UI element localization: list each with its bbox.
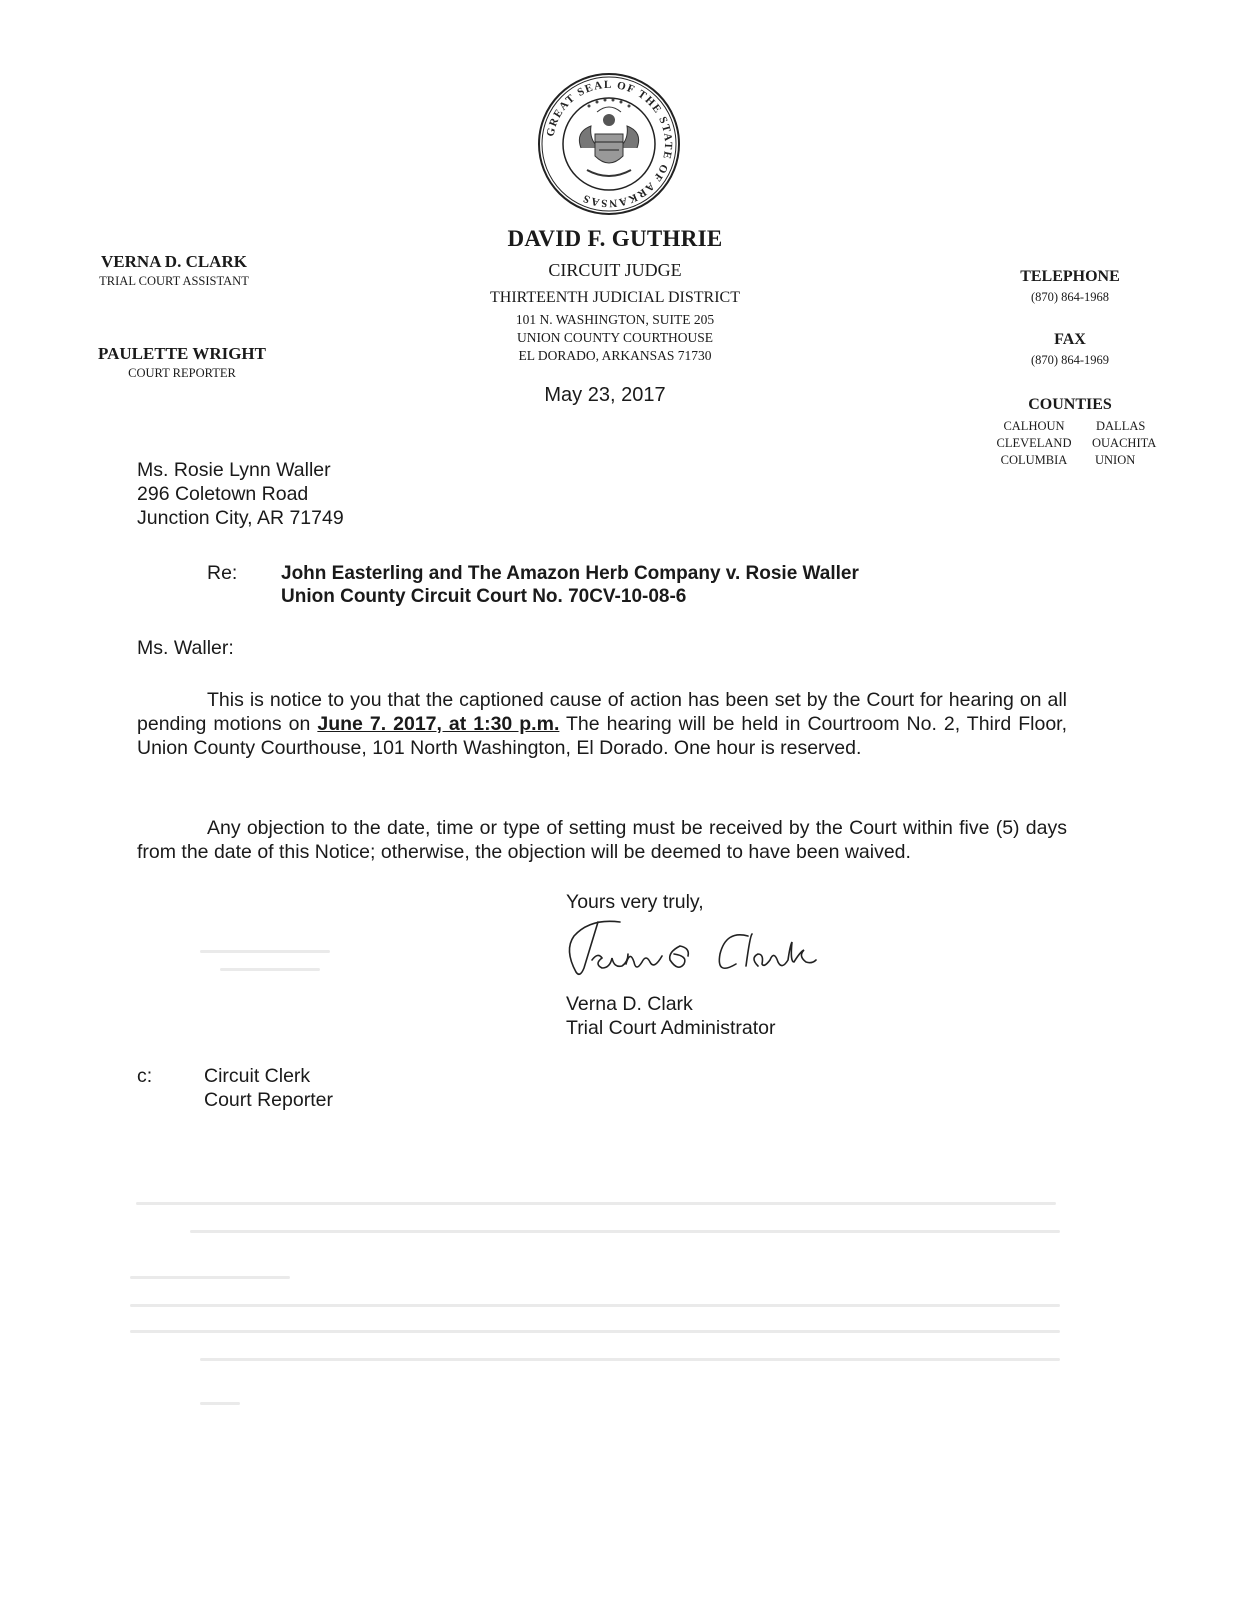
counties-heading [980,396,1160,414]
case-caption [281,562,859,608]
county-name: DALLAS [1096,419,1146,433]
case-number: Union County Circuit Court No. 70CV-10-08-6 [281,586,687,607]
staff-name: PAULETTE WRIGHT [98,344,266,363]
judge-header [400,226,830,365]
judge-title: CIRCUIT JUDGE [548,260,682,280]
signer-name: Verna D. Clark [566,993,693,1015]
telephone-block [980,268,1160,305]
county-name: CALHOUN [1003,419,1065,433]
county-name: OUACHITA [1092,436,1157,450]
recipient-name: Ms. Rosie Lynn Waller [137,459,331,481]
cc-recipient: Circuit Clerk [204,1065,311,1087]
fax-block [980,331,1160,368]
county-name: UNION [1095,453,1136,467]
recipient-city: Junction City, AR 71749 [137,507,344,529]
address-line: EL DORADO, ARKANSAS 71730 [518,348,712,363]
counties-label: COUNTIES [1028,396,1112,413]
county-name: COLUMBIA [1000,453,1068,467]
address-line: 101 N. WASHINGTON, SUITE 205 [515,312,715,327]
recipient-address [137,458,344,530]
staff-role: COURT REPORTER [128,366,236,380]
county-name: CLEVELAND [996,436,1072,450]
signer-block [566,992,776,1040]
fax-label: FAX [1054,331,1086,348]
re-label: Re: [207,562,238,584]
seal-text: GREAT SEAL OF THE STATE OF ARKANSAS [544,78,675,210]
staff-role: TRIAL COURT ASSISTANT [99,274,249,288]
arkansas-state-seal [537,72,681,216]
telephone-label: TELEPHONE [1020,268,1120,285]
objection-paragraph [137,816,1067,864]
recipient-street: 296 Coletown Road [137,483,309,505]
handwritten-signature [562,914,822,994]
notice-text-start: This is notice to you that the captioned cause of action has been set by the Court for hearing on all pending motions on [137,689,1067,735]
address-line: UNION COUNTY COURTHOUSE [517,330,713,345]
cc-label: c: [137,1065,153,1087]
judge-name: DAVID F. GUTHRIE [507,226,723,251]
staff-entry [52,344,312,381]
salutation: Ms. Waller: [137,637,234,659]
signer-title: Trial Court Administrator [566,1017,776,1039]
staff-name: VERNA D. CLARK [101,252,247,271]
judicial-district: THIRTEENTH JUDICIAL DISTRICT [490,289,740,306]
court-address [400,311,830,365]
hearing-datetime: June 7. 2017, at 1:30 p.m. [317,713,560,735]
cc-recipient: Court Reporter [204,1089,333,1111]
notice-paragraph [137,688,1067,760]
case-title: John Easterling and The Amazon Herb Company v. Rosie Waller [281,563,859,584]
letter-date: May 23, 2017 [544,384,666,406]
telephone-number: (870) 864-1968 [1030,290,1110,304]
notice-text-end: The hearing will be held in Courtroom No. 2, Third Floor, Union County Courthouse, 101 North Washington, El Dorado. One hour is reserved. [137,713,1067,759]
staff-entry [44,252,304,289]
fax-number: (870) 864-1969 [1030,353,1110,367]
cc-recipients [204,1064,333,1112]
closing: Yours very truly, [566,891,704,913]
objection-text: Any objection to the date, time or type of setting must be received by the Court within five (5) days from the date of this Notice; otherwise, the objection will be deemed to have been waived. [137,817,1067,863]
